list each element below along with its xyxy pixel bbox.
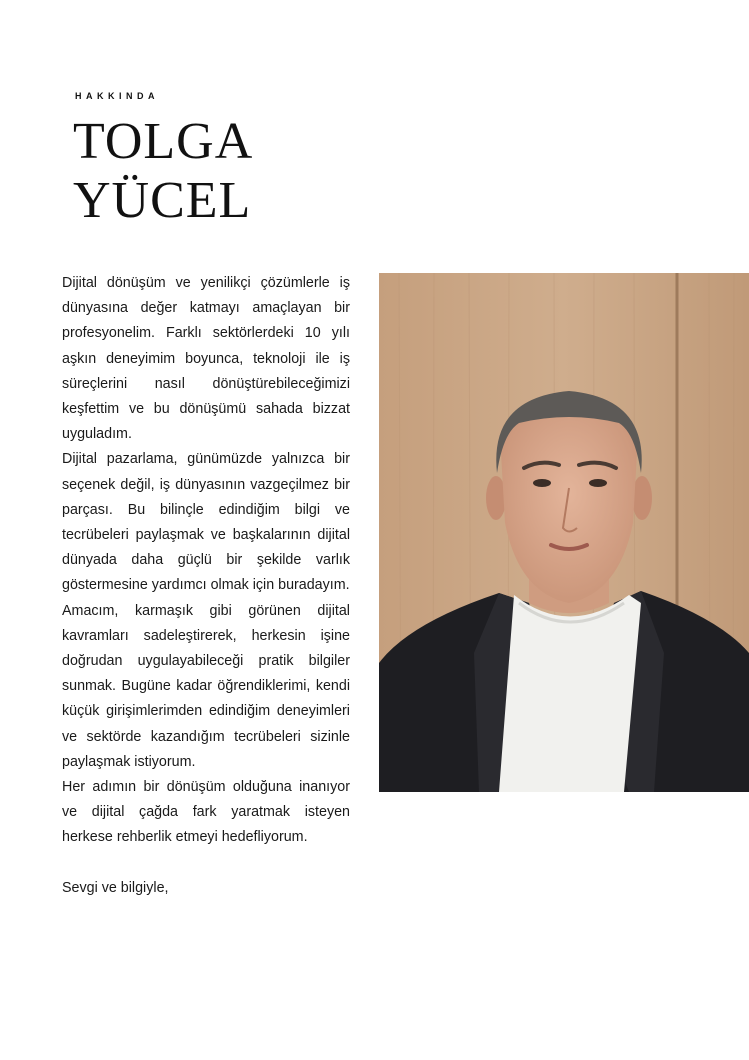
spacer xyxy=(62,851,350,876)
name-line-last: YÜCEL xyxy=(73,172,252,229)
paragraph-4: Her adımın bir dönüşüm olduğuna inanıyor ve dijital çağda fark yaratmak isteyen herkese rehberlik etmeyi hedefliyorum. xyxy=(62,779,350,846)
eyebrow-label: HAKKINDA xyxy=(75,91,159,101)
paragraph-3: Amacım, karmaşık gibi görünen dijital kavramları sadeleştirerek, herkesin işine doğrudan uygulayabileceği pratik bilgiler sunmak. Bugüne kadar öğrendiklerimi, kendi küçük girişimlerimden edindiğim deneyimleri ve sektörde kazandığım tecrübeleri sizinle paylaşmak istiyorum. xyxy=(62,602,350,770)
tshirt xyxy=(499,595,641,792)
page-title xyxy=(73,112,253,230)
paragraph-2: Dijital pazarlama, günümüzde yalnızca bir seçenek değil, iş dünyasının vazgeçilmez bir parçası. Bu bilinçle edindiğim bilgi ve tecrübeleri paylaşmak ve başkalarının dijital dünyada daha güçlü bir şekilde varlık göstermesine yardımcı olmak için buradayım. xyxy=(62,451,350,594)
paragraph-1: Dijital dönüşüm ve yenilikçi çözümlerle iş dünyasına değer katmayı amaçlayan bir profesyonelim. Farklı sektörlerdeki 10 yılı aşkın deneyimim boyunca, teknoloji ile iş süreçlerini nasıl dönüştürebileceğimizi keşfettim ve bu dönüşümü sahada bizzat uyguladım. xyxy=(62,275,350,443)
name-line-first: TOLGA xyxy=(73,113,254,170)
signoff: Sevgi ve bilgiyle, xyxy=(62,879,169,896)
about-text xyxy=(62,271,350,901)
portrait-photo xyxy=(379,273,749,792)
